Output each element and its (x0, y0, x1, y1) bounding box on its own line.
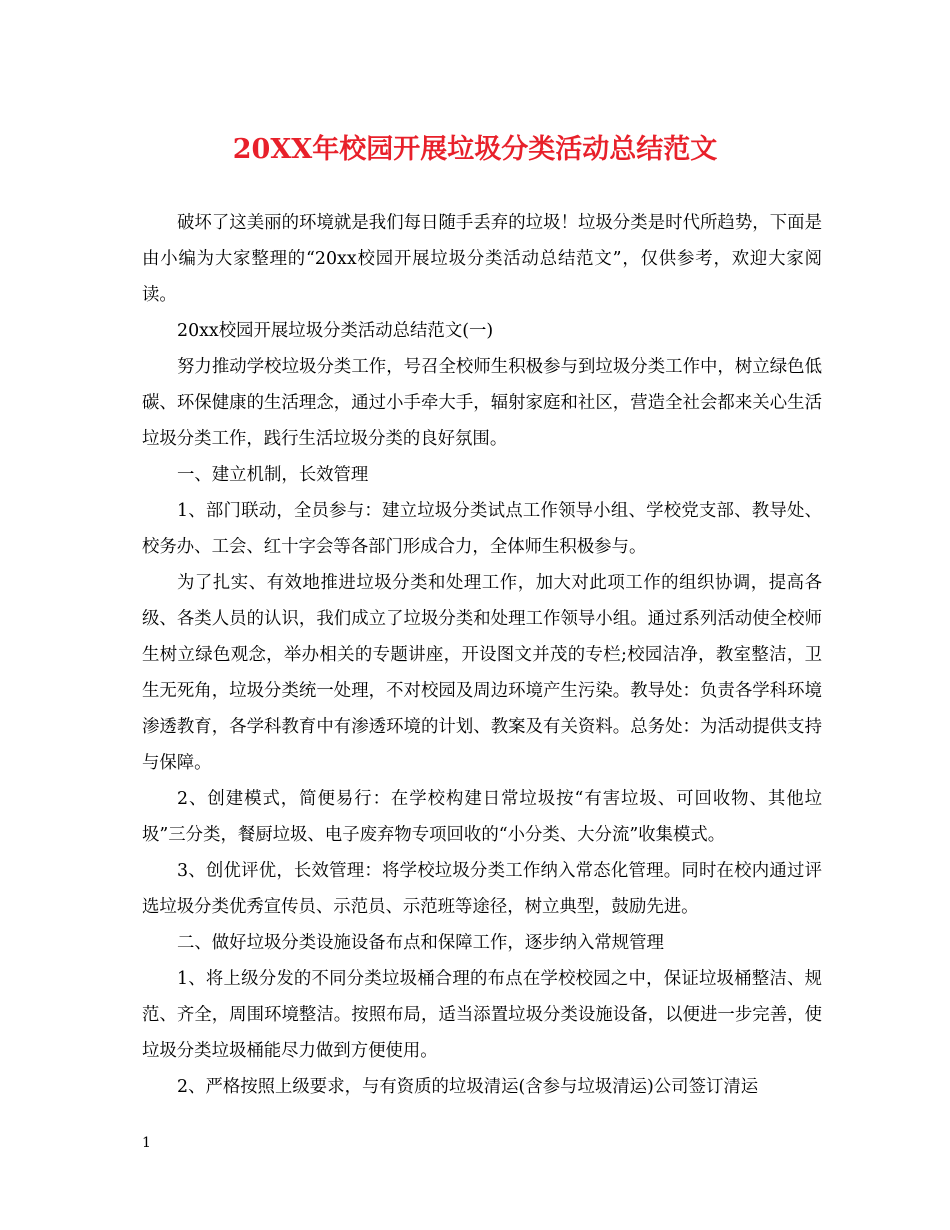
paragraph-item-2: 2、创建模式，简便易行：在学校构建日常垃圾按“有害垃圾、可回收物、其他垃圾”三分类，餐厨垃圾、电子废弃物专项回收的“小分类、大分流”收集模式。 (142, 789, 822, 845)
paragraph-intro: 破坏了这美丽的环境就是我们每日随手丢弃的垃圾！垃圾分类是时代所趋势，下面是由小编为大家整理的“20xx校园开展垃圾分类活动总结范文”，仅供参考，欢迎大家阅读。 (142, 213, 822, 305)
section-heading-1: 一、建立机制，长效管理 (177, 465, 369, 485)
paragraph-body: 为了扎实、有效地推进垃圾分类和处理工作，加大对此项工作的组织协调，提高各级、各类人员的认识，我们成立了垃圾分类和处理工作领导小组。通过系列活动使全校师生树立绿色观念，举办相关的专题讲座，开设图文并茂的专栏;校园洁净，教室整洁，卫生无死角，垃圾分类统一处理，不对校园及周边环境产生污染。教导处：负责各学科环境渗透教育，各学科教育中有渗透环境的计划、教案及有关资料。总务处：为活动提供支持与保障。 (142, 573, 822, 773)
paragraph-subtitle: 20xx校园开展垃圾分类活动总结范文(一) (177, 321, 494, 341)
paragraph-item-5: 2、严格按照上级要求，与有资质的垃圾清运(含参与垃圾清运)公司签订清运 (177, 1077, 759, 1097)
page-number: 1 (142, 1135, 151, 1151)
paragraph-goal: 努力推动学校垃圾分类工作，号召全校师生积极参与到垃圾分类工作中，树立绿色低碳、环保健康的生活理念，通过小手牵大手，辐射家庭和社区，营造全社会都来关心生活垃圾分类工作，践行生活垃圾分类的良好氛围。 (142, 357, 822, 449)
paragraph-item-3: 3、创优评优，长效管理：将学校垃圾分类工作纳入常态化管理。同时在校内通过评选垃圾分类优秀宣传员、示范员、示范班等途径，树立典型，鼓励先进。 (142, 861, 822, 917)
section-heading-2: 二、做好垃圾分类设施设备布点和保障工作，逐步纳入常规管理 (177, 933, 664, 953)
document-body (142, 205, 822, 1105)
document-title: 20XX年校园开展垃圾分类活动总结范文 (232, 134, 718, 165)
paragraph-item-1: 1、部门联动，全员参与：建立垃圾分类试点工作领导小组、学校党支部、教导处、校务办、工会、红十字会等各部门形成合力，全体师生积极参与。 (142, 501, 822, 557)
paragraph-item-4: 1、将上级分发的不同分类垃圾桶合理的布点在学校校园之中，保证垃圾桶整洁、规范、齐全，周围环境整洁。按照布局，适当添置垃圾分类设施设备，以便进一步完善，使垃圾分类垃圾桶能尽力做到方便使用。 (142, 969, 822, 1061)
